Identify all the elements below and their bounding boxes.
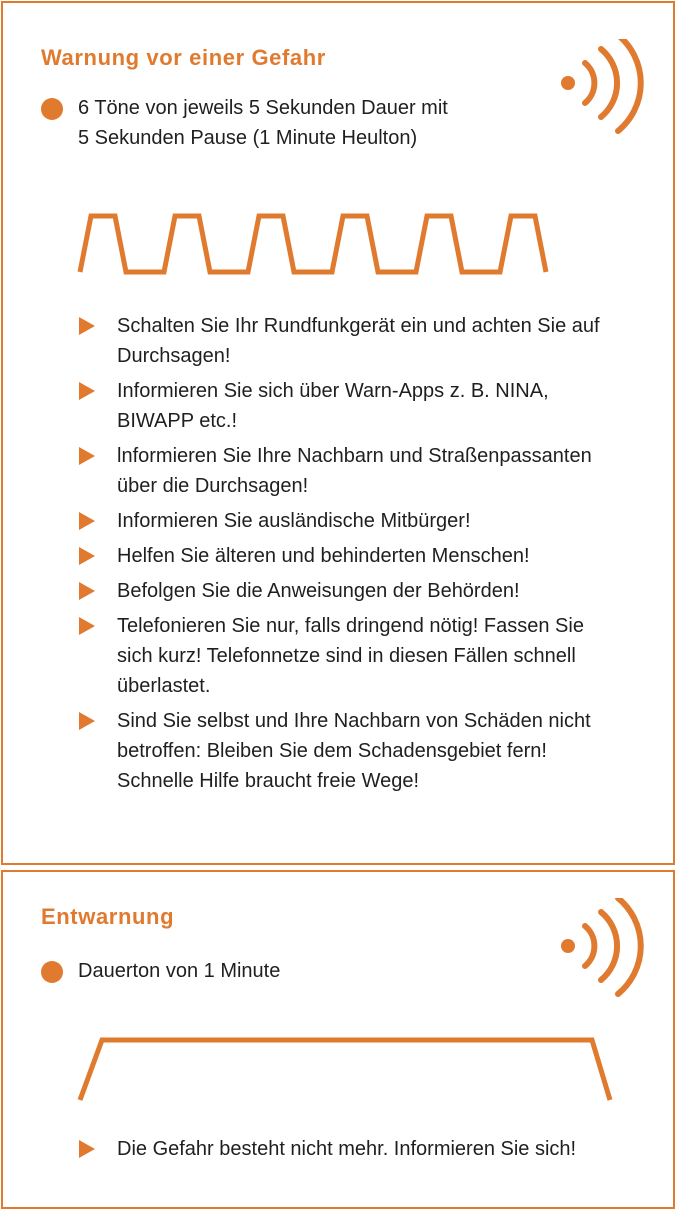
- all-clear-instructions-list: [79, 1134, 659, 1169]
- instruction-item: [79, 441, 659, 501]
- instruction-line: Schalten Sie Ihr Rundfunkgerät ein und achten Sie auf: [117, 315, 600, 337]
- instruction-line: betroffen: Bleiben Sie dem Schadensgebiet fern!: [117, 740, 547, 762]
- triangle-bullet-icon: [79, 512, 95, 530]
- instruction-line: sich kurz! Telefonnetze sind in diesen Fällen schnell: [117, 645, 576, 667]
- warning-panel: [1, 1, 675, 865]
- instruction-item: [79, 376, 659, 436]
- instruction-line: lnformieren Sie Ihre Nachbarn und Straßenpassanten: [117, 445, 592, 467]
- triangle-bullet-icon: [79, 317, 95, 335]
- instruction-line: Befolgen Sie die Anweisungen der Behörden!: [117, 580, 520, 602]
- description-line: 5 Sekunden Pause (1 Minute Heulton): [78, 127, 418, 149]
- all-clear-panel: [1, 870, 675, 1209]
- description-line: 6 Töne von jeweils 5 Sekunden Dauer mit: [78, 97, 448, 119]
- instruction-item: [79, 611, 659, 701]
- warning-title: Warnung vor einer Gefahr: [41, 45, 326, 70]
- all-clear-title: Entwarnung: [41, 904, 175, 929]
- triangle-bullet-icon: [79, 712, 95, 730]
- triangle-bullet-icon: [79, 547, 95, 565]
- bullet-dot-icon: [41, 98, 63, 120]
- instruction-item: [79, 576, 659, 606]
- instruction-item: [79, 506, 659, 536]
- triangle-bullet-icon: [79, 617, 95, 635]
- all-clear-description: [78, 956, 280, 986]
- instruction-item: [79, 1134, 659, 1164]
- instruction-line: BIWAPP etc.!: [117, 410, 238, 432]
- triangle-bullet-icon: [79, 447, 95, 465]
- warning-description: [78, 93, 448, 153]
- instruction-line: Sind Sie selbst und Ihre Nachbarn von Schäden nicht: [117, 710, 591, 732]
- continuous-waveform: [80, 1040, 610, 1100]
- instruction-item: [79, 706, 659, 796]
- instruction-item: [79, 311, 659, 371]
- instruction-line: Telefonieren Sie nur, falls dringend nötig! Fassen Sie: [117, 615, 584, 637]
- instruction-line: Durchsagen!: [117, 345, 231, 367]
- instruction-line: Helfen Sie älteren und behinderten Menschen!: [117, 545, 530, 567]
- triangle-bullet-icon: [79, 382, 95, 400]
- warning-instructions-list: [79, 311, 659, 801]
- signal-broadcast-icon: [558, 898, 658, 998]
- description-line: Dauerton von 1 Minute: [78, 960, 281, 982]
- pulse-waveform: [80, 216, 546, 272]
- bullet-dot-icon: [41, 961, 63, 983]
- instruction-line: Informieren Sie sich über Warn-Apps z. B. NINA,: [117, 380, 549, 402]
- triangle-bullet-icon: [79, 1140, 95, 1158]
- triangle-bullet-icon: [79, 582, 95, 600]
- instruction-line: über die Durchsagen!: [117, 475, 309, 497]
- instruction-line: Schnelle Hilfe braucht freie Wege!: [117, 770, 420, 792]
- signal-broadcast-icon: [558, 39, 658, 139]
- continuous-tone-diagram: [75, 1032, 615, 1106]
- instruction-line: überlastet.: [117, 675, 211, 697]
- instruction-line: Die Gefahr besteht nicht mehr. Informieren Sie sich!: [117, 1138, 577, 1160]
- instruction-line: Informieren Sie ausländische Mitbürger!: [117, 510, 471, 532]
- instruction-item: [79, 541, 659, 571]
- siren-pulse-diagram: [75, 208, 575, 280]
